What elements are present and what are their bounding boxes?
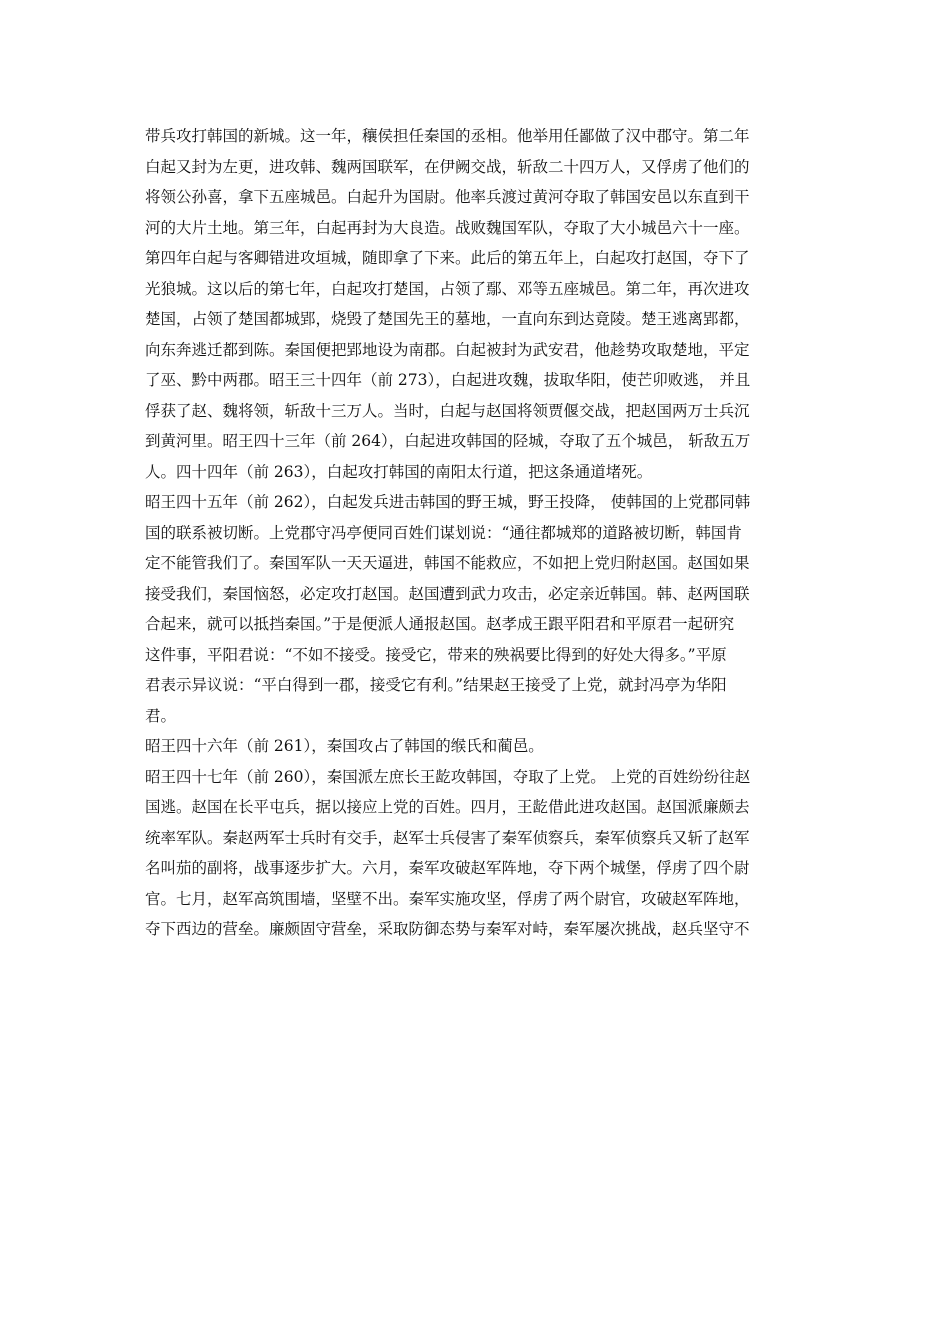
text-line: 定不能管我们了。秦国军队一天天逼进，韩国不能救应，不如把上党归附赵国。赵国如果 [145, 554, 750, 572]
text-line: 了巫、黔中两郡。昭王三十四年（前 273），白起进攻魏，拔取华阳，使芒卯败逃， 并且 [145, 371, 751, 389]
text-line: 俘获了赵、魏将领，斩敌十三万人。当时，白起与赵国将领贾偃交战，把赵国两万士兵沉 [145, 401, 750, 420]
text-line: 国逃。赵国在长平屯兵，据以接应上党的百姓。四月，王龁借此进攻赵国。赵国派廉颇去 [145, 798, 750, 816]
text-line: 合起来，就可以抵挡秦国。”于是便派人通报赵国。赵孝成王跟平阳君和平原君一起研究 [145, 615, 735, 633]
text-line: 将领公孙喜，拿下五座城邑。白起升为国尉。他率兵渡过黄河夺取了韩国安邑以东直到干 [145, 188, 750, 206]
text-line: 昭王四十五年（前 262），白起发兵进击韩国的野王城，野王投降， 使韩国的上党郡同韩 [145, 493, 751, 511]
text-line: 君表示异议说：“平白得到一郡，接受它有利。”结果赵王接受了上党，就封冯亭为华阳 [145, 676, 727, 694]
text-line: 名叫茄的副将，战事逐步扩大。六月，秦军攻破赵军阵地，夺下两个城堡，俘虏了四个尉 [145, 859, 750, 877]
text-line: 夺下西边的营垒。廉颇固守营垒，采取防御态势与秦军对峙，秦军屡次挑战，赵兵坚守不 [145, 920, 750, 938]
text-line: 国的联系被切断。上党郡守冯亭便同百姓们谋划说：“通往都城郑的道路被切断，韩国肯 [145, 523, 742, 542]
text-line: 河的大片土地。第三年，白起再封为大良造。战败魏国军队，夺取了大小城邑六十一座。 [145, 218, 750, 237]
text-line: 第四年白起与客卿错进攻垣城，随即拿了下来。此后的第五年上，白起攻打赵国，夺下了 [145, 249, 750, 267]
text-line: 统率军队。秦赵两军士兵时有交手，赵军士兵侵害了秦军侦察兵，秦军侦察兵又斩了赵军 [145, 828, 750, 847]
text-line: 光狼城。这以后的第七年，白起攻打楚国，占领了鄢、邓等五座城邑。第二年，再次进攻 [145, 279, 750, 298]
text-line: 到黄河里。昭王四十三年（前 264），白起进攻韩国的陉城，夺取了五个城邑， 斩敌五万 [145, 432, 751, 450]
text-line: 官。七月，赵军高筑围墙，坚壁不出。秦军实施攻坚，俘虏了两个尉官，攻破赵军阵地， [145, 889, 750, 908]
text-line: 楚国，占领了楚国都城郢，烧毁了楚国先王的墓地，一直向东到达竟陵。楚王逃离郢都， [145, 310, 750, 328]
paragraph [145, 121, 815, 487]
body-text [145, 121, 815, 945]
text-line: 向东奔逃迁都到陈。秦国便把郢地设为南郡。白起被封为武安君，他趁势攻取楚地，平定 [145, 340, 750, 359]
paragraph [145, 762, 815, 945]
text-line: 人。四十四年（前 263），白起攻打韩国的南阳太行道，把这条通道堵死。 [145, 462, 653, 481]
paragraph [145, 731, 815, 762]
text-line: 昭王四十七年（前 260），秦国派左庶长王龁攻韩国，夺取了上党。 上党的百姓纷纷往赵 [145, 767, 751, 786]
text-line: 接受我们，秦国恼怒，必定攻打赵国。赵国遭到武力攻击，必定亲近韩国。韩、赵两国联 [145, 584, 750, 603]
text-line: 这件事，平阳君说：“不如不接受。接受它，带来的殃祸要比得到的好处大得多。”平原 [145, 645, 727, 664]
paragraph [145, 487, 815, 731]
text-line: 君。 [145, 706, 177, 725]
text-line: 带兵攻打韩国的新城。这一年，穰侯担任秦国的丞相。他举用任鄙做了汉中郡守。第二年 [145, 127, 750, 145]
text-line: 白起又封为左更，进攻韩、魏两国联军，在伊阙交战，斩敌二十四万人，又俘虏了他们的 [145, 157, 750, 176]
text-line: 昭王四十六年（前 261），秦国攻占了韩国的缑氏和蔺邑。 [145, 737, 544, 755]
